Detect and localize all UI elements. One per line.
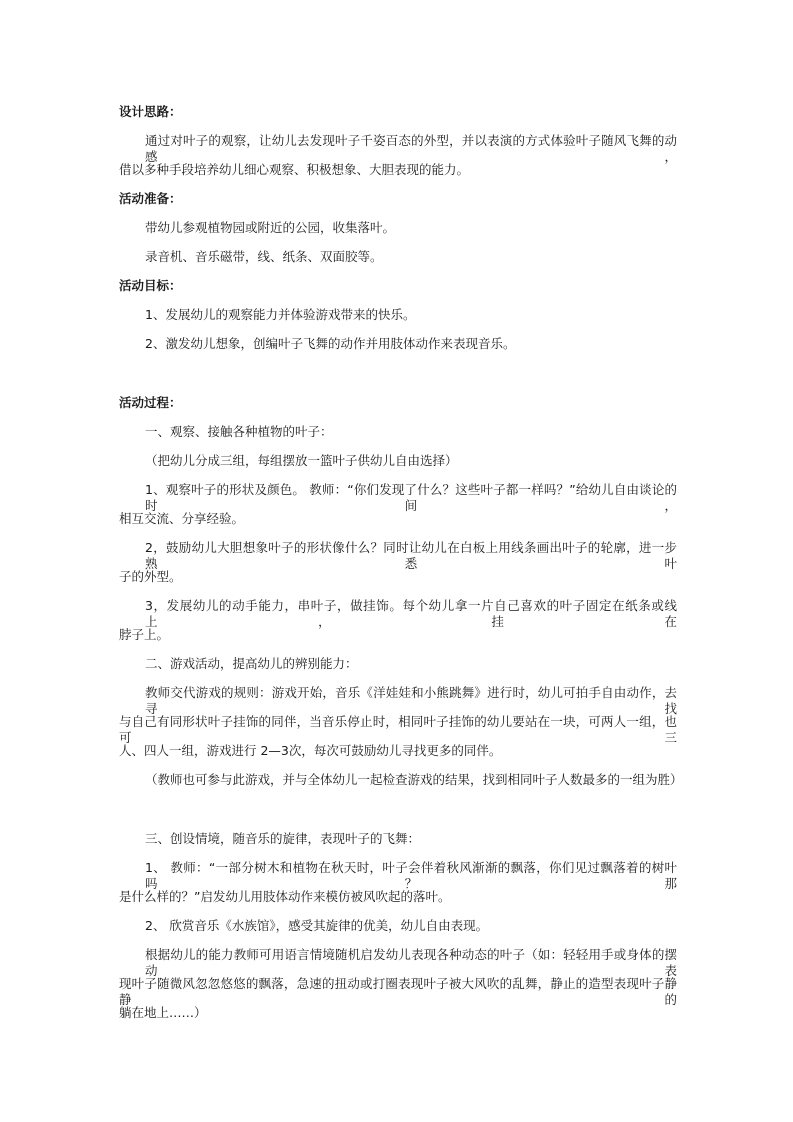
section-3-item-1-line-1: 1、 教师：“一部分树木和植物在秋天时，叶子会伴着秋风渐渐的飘落，你们见过飘落着的树叶吗？那 <box>145 860 677 891</box>
section-1-title: 一、观察、接触各种植物的叶子： <box>145 424 333 439</box>
section-1-item-3-line-2: 脖子上。 <box>119 627 170 642</box>
section-2-paragraph-line-2: 与自己有同形状叶子挂饰的同伴，当音乐停止时，相同叶子挂饰的幼儿要站在一块，可两人一组，也可三 <box>119 714 677 745</box>
goal-item-2: 2、激发幼儿想象，创编叶子飞舞的动作并用肢体动作来表现音乐。 <box>145 336 516 351</box>
process-heading: 活动过程： <box>119 395 182 410</box>
section-3-paragraph-line-3: 躺在地上……） <box>119 1005 207 1020</box>
design-paragraph-line-1: 通过对叶子的观察，让幼儿去发现叶子千姿百态的外型，并以表演的方式体验叶子随风飞舞的动感， <box>145 133 677 164</box>
section-2-note: （教师也可参与此游戏，并与全体幼儿一起检查游戏的结果，找到相同叶子人数最多的一组为胜） <box>145 772 683 787</box>
section-3-item-2: 2、 欣赏音乐《水族馆》，感受其旋律的优美，幼儿自由表现。 <box>145 918 489 933</box>
section-3-title: 三、创设情境，随音乐的旋律，表现叶子的飞舞： <box>145 831 421 846</box>
prep-item-1: 带幼儿参观植物园或附近的公园，收集落叶。 <box>145 220 396 235</box>
section-1-note: （把幼儿分成三组，每组摆放一篮叶子供幼儿自由选择） <box>145 453 458 468</box>
section-3-paragraph-line-1: 根据幼儿的能力教师可用语言情境随机启发幼儿表现各种动态的叶子（如：轻轻用手或身体的摆动表 <box>145 947 677 978</box>
design-paragraph-line-2: 借以多种手段培养幼儿细心观察、积极想象、大胆表现的能力。 <box>119 162 470 177</box>
prep-heading: 活动准备： <box>119 191 182 206</box>
section-3-item-1-line-2: 是什么样的？”启发幼儿用肢体动作来模仿被风吹起的落叶。 <box>119 889 451 904</box>
goal-heading: 活动目标： <box>119 278 182 293</box>
section-1-item-2-line-2: 子的外型。 <box>119 569 182 584</box>
section-2-paragraph-line-1: 教师交代游戏的规则：游戏开始，音乐《洋娃娃和小熊跳舞》进行时，幼儿可拍手自由动作，去寻找 <box>145 685 677 716</box>
section-2-title: 二、游戏活动，提高幼儿的辨别能力： <box>145 656 358 671</box>
section-3-paragraph-line-2: 现叶子随微风忽忽悠悠的飘落，急速的扭动或打圈表现叶子被大风吹的乱舞，静止的造型表现叶子静静的 <box>119 976 677 1007</box>
section-1-item-1-line-1: 1、观察叶子的形状及颜色。 教师：“你们发现了什么？这些叶子都一样吗？”给幼儿自由谈论的时间， <box>145 482 677 513</box>
goal-item-1: 1、发展幼儿的观察能力并体验游戏带来的快乐。 <box>145 307 416 322</box>
section-2-paragraph-line-3: 人、四人一组，游戏进行 2—3次，每次可鼓励幼儿寻找更多的同伴。 <box>119 743 502 758</box>
section-1-item-1-line-2: 相互交流、分享经验。 <box>119 511 245 526</box>
prep-item-2: 录音机、音乐磁带，线、纸条、双面胶等。 <box>145 249 383 264</box>
design-heading: 设计思路： <box>119 104 182 119</box>
section-1-item-2-line-1: 2，鼓励幼儿大胆想象叶子的形状像什么？同时让幼儿在白板上用线条画出叶子的轮廓，进一步熟悉叶 <box>145 540 677 571</box>
section-1-item-3-line-1: 3，发展幼儿的动手能力，串叶子，做挂饰。每个幼儿拿一片自己喜欢的叶子固定在纸条或线上，挂在 <box>145 598 677 629</box>
